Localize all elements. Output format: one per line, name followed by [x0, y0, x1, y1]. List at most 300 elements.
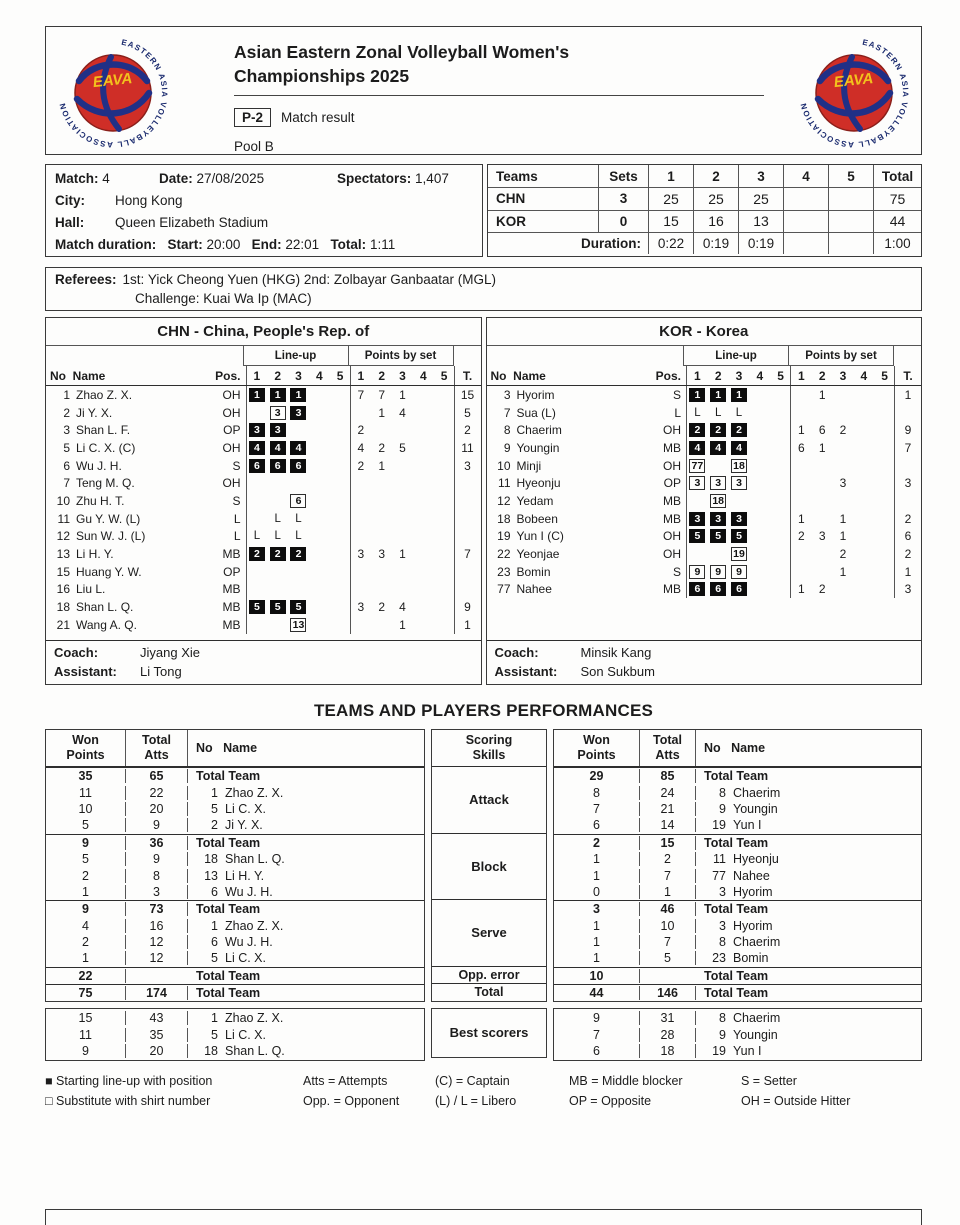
legend: [45, 1071, 922, 1111]
won-points: 29: [554, 769, 640, 783]
team-code: CHN: [488, 187, 598, 209]
player-number: 19: [497, 529, 511, 544]
player-ref: [696, 786, 921, 800]
legend-oh: OH = Outside Hitter: [741, 1093, 851, 1108]
player-number: 5: [63, 440, 70, 455]
page-title: [234, 41, 764, 96]
player-total-points: 15: [454, 386, 481, 404]
lineup-cells: [246, 545, 350, 563]
roster-group-header: [46, 346, 481, 366]
player-number: 3: [719, 884, 726, 899]
score-header-set5: 5: [828, 165, 873, 187]
player-stat-row: [46, 918, 424, 934]
points-by-set: [350, 386, 454, 404]
points-cell: 3: [839, 476, 847, 491]
total-attempts: 9: [126, 818, 188, 832]
lineup-cell: [288, 618, 309, 632]
starting-lineup-cell: 3: [249, 423, 265, 437]
points-cell: 1: [399, 547, 406, 562]
won-points: 35: [46, 769, 126, 783]
player-number: 9: [719, 1027, 726, 1042]
roster-player-row: [487, 474, 922, 492]
points-by-set: [350, 421, 454, 439]
player-number: 18: [204, 852, 218, 867]
player-number: 3: [63, 423, 70, 438]
lineup-cell: [267, 512, 288, 526]
player-ref: [696, 852, 921, 866]
legend-substitute: □ Substitute with shirt number: [45, 1093, 211, 1108]
player-name: Zhu H. T.: [76, 493, 125, 508]
points-by-set: [350, 510, 454, 528]
total-header: T.: [894, 366, 921, 385]
starting-lineup-cell: 6: [710, 582, 726, 596]
starting-lineup-cell: 4: [731, 441, 747, 455]
player-name: Zhao Z. X.: [225, 1010, 284, 1025]
starting-lineup-cell: 6: [290, 459, 306, 473]
lineup-cell: [288, 494, 309, 508]
coach-block: [46, 640, 481, 684]
player-stat-row: [46, 884, 424, 900]
start-label: Start:: [167, 237, 203, 252]
lineup-cell: [288, 388, 309, 402]
points-by-set: [790, 510, 894, 528]
player-name: Wu J. H.: [225, 935, 273, 950]
player-stat-row: [46, 784, 424, 800]
player-name: Nahee: [733, 868, 770, 883]
city-value: Hong Kong: [115, 193, 183, 208]
player-ref: Total Team: [196, 769, 261, 784]
pos-header: Pos.: [655, 368, 681, 383]
substitute-cell: 6: [290, 494, 306, 508]
set-col-header: 3: [399, 368, 406, 383]
player-stat-row: [554, 801, 921, 817]
player-total-points: [454, 510, 481, 528]
player-name: Liu L.: [76, 582, 106, 597]
won-points: 9: [554, 1011, 640, 1025]
set-col-header: 3: [735, 368, 743, 383]
no-name-header: No Name: [50, 368, 106, 383]
player-ref: Total Team: [704, 769, 769, 784]
starting-lineup-cell: 1: [249, 388, 265, 402]
set-col-header: 5: [777, 368, 784, 383]
points-cell: 1: [839, 564, 847, 579]
player-number: 2: [63, 405, 70, 420]
lineup-cell: [267, 529, 288, 543]
lineup-cell: [247, 423, 268, 437]
player-number: 12: [497, 493, 511, 508]
set-col-header: 4: [315, 368, 323, 383]
set-duration: 0:19: [693, 232, 738, 254]
total-attempts: 85: [640, 769, 696, 783]
points-cell: 6: [798, 440, 805, 455]
player-position: L: [233, 511, 241, 526]
set-duration: 0:22: [648, 232, 693, 254]
lineup-cell: [267, 547, 288, 561]
player-ref: [696, 1028, 921, 1042]
libero-cell: L: [714, 406, 722, 419]
points-by-set: [790, 439, 894, 457]
total-header: T.: [454, 366, 481, 385]
lineup-cell: [687, 423, 708, 437]
points-by-set: [350, 598, 454, 616]
substitute-cell: 77: [689, 459, 705, 473]
player-number: 7: [503, 405, 511, 420]
end-label: End:: [251, 237, 282, 252]
total-attempts: 146: [640, 986, 696, 1000]
total-attempts: 2: [640, 852, 696, 866]
won-points: 1: [554, 919, 640, 933]
eava-logo-left: [54, 33, 172, 153]
performance-section-attack: [554, 767, 921, 834]
starting-lineup-cell: 3: [290, 406, 306, 420]
roster-player-row: [46, 616, 481, 634]
lineup-cells: [246, 563, 350, 581]
roster-player-row: [487, 545, 922, 563]
roster-chn: [45, 317, 482, 685]
set-duration: [783, 232, 828, 254]
lineup-cell: [708, 529, 729, 543]
player-name: Youngin: [733, 1027, 778, 1042]
set-col-header: 3: [295, 368, 302, 383]
total-attempts: 14: [640, 818, 696, 832]
player-name: Li C. X.: [225, 1027, 266, 1042]
total-attempts: 31: [640, 1011, 696, 1025]
player-name: Ji Y. X.: [225, 818, 263, 833]
player-name: Zhao Z. X.: [225, 785, 284, 800]
points-by-set: [350, 457, 454, 475]
total-attempts: 12: [126, 951, 188, 965]
player-name: Minji: [516, 458, 542, 473]
total-attempts: 3: [126, 885, 188, 899]
libero-cell: L: [295, 530, 302, 543]
points-cell: 2: [798, 529, 805, 544]
player-ref: [188, 919, 424, 933]
roster-player-row: [487, 404, 922, 422]
starting-lineup-cell: 6: [270, 459, 286, 473]
lineup-cell: [247, 600, 268, 614]
performance-header: Won Points Total Atts No Name: [46, 730, 424, 767]
player-name: Sun W. J. (L): [76, 529, 146, 544]
player-position: OH: [663, 458, 681, 473]
atts-header: Total: [653, 733, 682, 747]
player-name: Shan L. F.: [76, 423, 131, 438]
total-attempts: 18: [640, 1044, 696, 1058]
spectators-label: Spectators:: [337, 171, 412, 186]
player-position: MB: [663, 440, 681, 455]
set-col-header: 1: [253, 368, 261, 383]
end-value: 22:01: [285, 237, 320, 252]
lineup-cell: [247, 547, 268, 561]
lineup-cell: [729, 423, 750, 437]
lineup-group-label: Line-up: [683, 346, 788, 366]
won-points: 7: [554, 1028, 640, 1042]
lineup-cells: [246, 581, 350, 599]
lineup-cell: [267, 600, 288, 614]
points-by-set: [350, 474, 454, 492]
won-points: 4: [46, 919, 126, 933]
total-attempts: 24: [640, 786, 696, 800]
score-header-sets: Sets: [598, 165, 648, 187]
substitute-cell: 9: [689, 565, 705, 579]
player-ref: [696, 802, 921, 816]
lineup-cell: [687, 565, 708, 579]
player-position: S: [232, 458, 241, 473]
header: [45, 26, 922, 155]
lineup-cell: [708, 565, 729, 579]
lineup-cell: [708, 441, 729, 455]
performance-section-block: [554, 834, 921, 901]
points-by-set: [790, 421, 894, 439]
lineup-cell: [687, 406, 708, 420]
lineup-cells: [686, 545, 790, 563]
player-ref: [188, 1044, 424, 1058]
libero-cell: L: [735, 406, 743, 419]
player-number: 23: [712, 951, 726, 966]
roster-player-row: [46, 386, 481, 404]
points-cell: 1: [399, 617, 406, 632]
player-ref: [188, 951, 424, 965]
lineup-cell: [708, 512, 729, 526]
player-name: Bobeen: [516, 511, 558, 526]
points-by-set: [790, 528, 894, 546]
lineup-cells: [246, 421, 350, 439]
points-cell: 1: [839, 529, 847, 544]
points-cell: 3: [357, 600, 365, 615]
total-attempts: 20: [126, 802, 188, 816]
points-cell: 1: [378, 458, 386, 473]
lineup-cell: [247, 441, 268, 455]
points-cell: 5: [399, 440, 406, 455]
set-score: 25: [693, 187, 738, 209]
player-position: OH: [222, 405, 241, 420]
total-attempts: 43: [126, 1011, 188, 1025]
performances: [45, 729, 922, 1061]
lineup-cells: [686, 439, 790, 457]
player-stat-row: [554, 817, 921, 833]
libero-cell: L: [274, 530, 281, 543]
player-position: S: [672, 564, 681, 579]
coach-label: Coach:: [494, 645, 539, 660]
player-name: Li C. X.: [225, 951, 266, 966]
player-total-points: 3: [894, 581, 921, 599]
total-team-row: [554, 901, 921, 917]
set-score: 13: [738, 210, 783, 232]
points-cell: 4: [399, 600, 406, 615]
player-name: Ji Y. X.: [76, 405, 113, 420]
points-cell: 2: [378, 600, 386, 615]
skill-block: Block: [432, 833, 546, 900]
roster-player-row: [487, 563, 922, 581]
points-cell: 2: [357, 423, 365, 438]
duration-row-label: Duration:: [488, 232, 648, 254]
starting-lineup-cell: 2: [710, 423, 726, 437]
total-value: 1:11: [369, 237, 396, 252]
roster-player-row: [46, 528, 481, 546]
lineup-cell: [288, 406, 309, 420]
player-name: Yun I: [733, 818, 762, 833]
player-name: Zhao Z. X.: [76, 387, 133, 402]
team-code: KOR: [488, 210, 598, 232]
points-by-set: [790, 563, 894, 581]
legend-libero: (L) / L = Libero: [435, 1093, 517, 1108]
player-name: Chaerim: [733, 785, 781, 800]
points-cell: 4: [357, 440, 365, 455]
starting-lineup-cell: 1: [270, 388, 286, 402]
player-name: Zhao Z. X.: [225, 918, 284, 933]
player-total-points: 9: [454, 598, 481, 616]
won-header: Won: [72, 733, 99, 747]
points-by-set: [350, 581, 454, 599]
lineup-cell: [687, 441, 708, 455]
set-col-header: 1: [798, 368, 805, 383]
set-duration: [828, 232, 873, 254]
lineup-cell: [729, 406, 750, 420]
player-number: 77: [712, 868, 726, 883]
won-points: 6: [554, 818, 640, 832]
points-cell: 2: [378, 440, 386, 455]
points-by-set: [790, 492, 894, 510]
player-stat-row: [46, 950, 424, 966]
player-ref: [696, 935, 921, 949]
player-number: 6: [211, 935, 218, 950]
form-label: Match result: [281, 110, 355, 126]
lineup-cell: [288, 441, 309, 455]
roster-player-row: [46, 404, 481, 422]
player-position: OP: [223, 564, 241, 579]
set-score: [783, 187, 828, 209]
player-number: 3: [503, 387, 511, 402]
match-label: Match:: [55, 171, 99, 186]
performance-section-total: [46, 984, 424, 1001]
points-by-set: [350, 563, 454, 581]
total-team-row: [554, 768, 921, 784]
won-points: 75: [46, 986, 126, 1000]
lineup-cells: [246, 404, 350, 422]
score-header-set2: 2: [693, 165, 738, 187]
player-stat-row: [46, 1043, 424, 1060]
won-points: 15: [46, 1011, 126, 1025]
player-number: 18: [56, 600, 70, 615]
points-cell: 4: [399, 405, 406, 420]
team-title: CHN - China, People's Rep. of: [46, 318, 481, 346]
won-points: 0: [554, 885, 640, 899]
player-name: Li C. X.: [225, 801, 266, 816]
roster-player-row: [46, 439, 481, 457]
lineup-cell: [267, 388, 288, 402]
player-name: Li C. X. (C): [76, 440, 136, 455]
set-col-header: 2: [714, 368, 722, 383]
points-cell: 3: [378, 547, 386, 562]
sets-won: 0: [598, 210, 648, 232]
player-name: Shan L. Q.: [76, 600, 134, 615]
logo-monogram: EAVA: [833, 70, 875, 92]
player-number: 15: [56, 564, 70, 579]
player-number: 5: [211, 1027, 218, 1042]
player-number: 3: [719, 918, 726, 933]
substitute-cell: 9: [731, 565, 747, 579]
best-scorers-table-chn: [45, 1008, 425, 1060]
player-ref: [696, 818, 921, 832]
points-by-set: [790, 404, 894, 422]
player-number: 8: [719, 785, 726, 800]
lineup-cells: [686, 581, 790, 599]
player-name: Yeonjae: [516, 547, 560, 562]
lineup-cell: [267, 423, 288, 437]
player-stat-row: [46, 867, 424, 883]
player-total-points: [454, 528, 481, 546]
set-duration: 0:19: [738, 232, 783, 254]
rosters: [45, 317, 922, 685]
set-col-header: 5: [881, 368, 888, 383]
svg-text:EASTERN ASIA VOLLEYBALL ASSOCI: EASTERN ASIA VOLLEYBALL ASSOCIATION: [57, 37, 170, 150]
substitute-cell: 3: [710, 476, 726, 490]
starting-lineup-cell: 4: [249, 441, 265, 455]
lineup-cells: [686, 510, 790, 528]
lineup-cell: [288, 512, 309, 526]
player-number: 9: [503, 440, 511, 455]
set-col-header: 1: [357, 368, 365, 383]
starting-lineup-cell: 4: [710, 441, 726, 455]
performances-title: TEAMS AND PLAYERS PERFORMANCES: [313, 701, 654, 720]
roster-player-row: [487, 492, 922, 510]
player-position: MB: [222, 617, 241, 632]
player-number: 19: [712, 1044, 726, 1059]
total-attempts: 7: [640, 935, 696, 949]
eava-logo-right: [795, 33, 913, 153]
player-name: Wu J. H.: [225, 884, 273, 899]
lineup-cell: [729, 459, 750, 473]
score-header-total: Total: [873, 165, 921, 187]
score-header-set1: 1: [648, 165, 693, 187]
player-name: Hyorim: [516, 387, 555, 402]
starting-lineup-cell: 1: [290, 388, 306, 402]
won-points: 9: [46, 1044, 126, 1058]
roster-player-row: [46, 457, 481, 475]
total-attempts: 36: [126, 836, 188, 850]
starting-lineup-cell: 5: [290, 600, 306, 614]
lineup-cell: [687, 512, 708, 526]
total-score: 75: [873, 187, 921, 209]
substitute-cell: 3: [689, 476, 705, 490]
points-cell: 3: [357, 547, 365, 562]
legend-setter: S = Setter: [741, 1073, 797, 1088]
lineup-cell: [288, 547, 309, 561]
won-points: 7: [554, 802, 640, 816]
lineup-cell: [267, 441, 288, 455]
total-team-row: [554, 985, 921, 1001]
player-position: S: [232, 493, 241, 508]
roster-player-row: [46, 598, 481, 616]
substitute-cell: 3: [270, 406, 286, 420]
skill-total: Total: [432, 983, 546, 1000]
lineup-cell: [687, 529, 708, 543]
sets-won: 3: [598, 187, 648, 209]
player-name: Hyeonju: [516, 476, 561, 491]
lineup-cell: [267, 459, 288, 473]
performance-col-kor: [553, 729, 922, 1061]
set-col-header: 5: [440, 368, 448, 383]
player-name: Yun I: [733, 1044, 762, 1059]
total-attempts: 28: [640, 1028, 696, 1042]
set-score: [828, 210, 873, 232]
player-total-points: [454, 492, 481, 510]
pos-header: Pos.: [215, 368, 241, 383]
total-team-row: [46, 768, 424, 784]
lineup-cells: [686, 457, 790, 475]
player-total-points: [454, 581, 481, 599]
player-stat-row: [554, 1026, 921, 1043]
points-by-set: [350, 439, 454, 457]
